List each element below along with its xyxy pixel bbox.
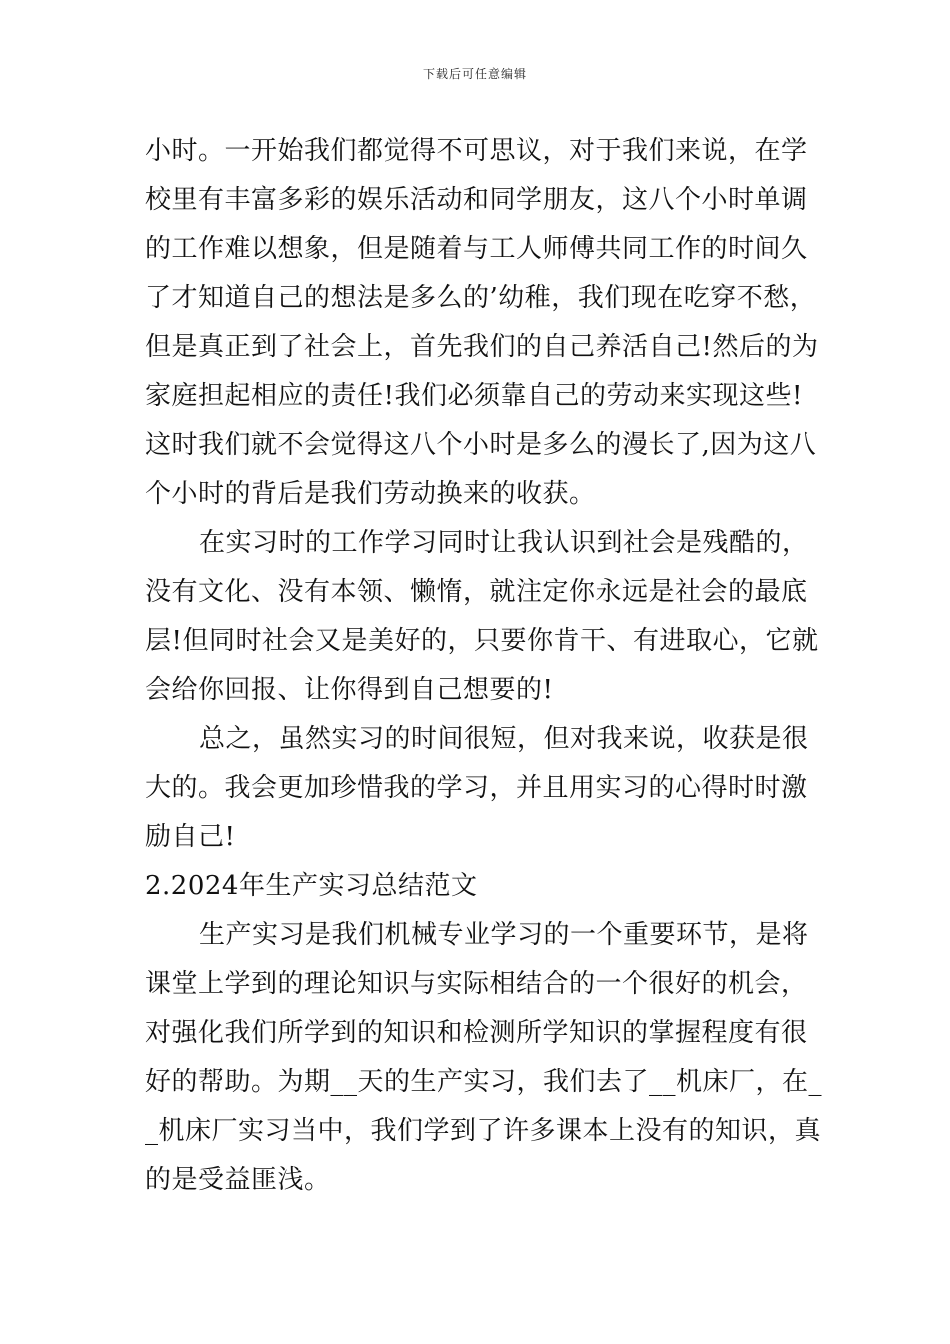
text-line: 没有文化、没有本领、懒惰，就注定你永远是社会的最底 — [145, 577, 808, 607]
text-line: 大的。我会更加珍惜我的学习，并且用实习的心得时时激 — [145, 773, 808, 803]
paragraph-first-line: 在实习时的工作学习同时让我认识到社会是残酷的， — [199, 528, 809, 558]
paragraph-first-line: 总之，虽然实习的时间很短，但对我来说，收获是很 — [199, 724, 809, 754]
text-line: 校里有丰富多彩的娱乐活动和同学朋友，这八个小时单调 — [145, 185, 808, 215]
page-header: 下载后可任意编辑 — [422, 67, 527, 81]
text-line: 个小时的背后是我们劳动换来的收获。 — [145, 479, 596, 509]
text-line: 会给你回报、让你得到自己想要的! — [145, 675, 554, 705]
text-line: 的工作难以想象，但是随着与工人师傅共同工作的时间久 — [145, 234, 808, 264]
text-line: _机床厂实习当中，我们学到了许多课本上没有的知识，真 — [145, 1116, 822, 1146]
text-line: 的是受益匪浅。 — [145, 1165, 331, 1195]
paragraph-first-line: 生产实习是我们机械专业学习的一个重要环节，是将 — [199, 920, 809, 950]
text-line: 2.2024年生产实习总结范文 — [145, 871, 478, 901]
text-line: 了才知道自己的想法是多么的’幼稚，我们现在吃穿不愁， — [145, 283, 817, 313]
text-line: 对强化我们所学到的知识和检测所学知识的掌握程度有很 — [145, 1018, 808, 1048]
text-line: 但是真正到了社会上，首先我们的自己养活自己!然后的为 — [145, 332, 819, 362]
text-line: 层!但同时社会又是美好的，只要你肯干、有进取心，它就 — [145, 626, 819, 656]
text-line: 这时我们就不会觉得这八个小时是多么的漫长了,因为这八 — [145, 430, 817, 460]
text-line: 家庭担起相应的责任!我们必须靠自己的劳动来实现这些! — [145, 381, 803, 411]
text-line: 好的帮助。为期__天的生产实习，我们去了__机床厂，在_ — [145, 1067, 823, 1097]
text-line: 励自己! — [145, 822, 236, 852]
text-line: 小时。一开始我们都觉得不可思议，对于我们来说，在学 — [145, 136, 808, 166]
document-body — [145, 127, 825, 1205]
text-line: 课堂上学到的理论知识与实际相结合的一个很好的机会， — [145, 969, 808, 999]
